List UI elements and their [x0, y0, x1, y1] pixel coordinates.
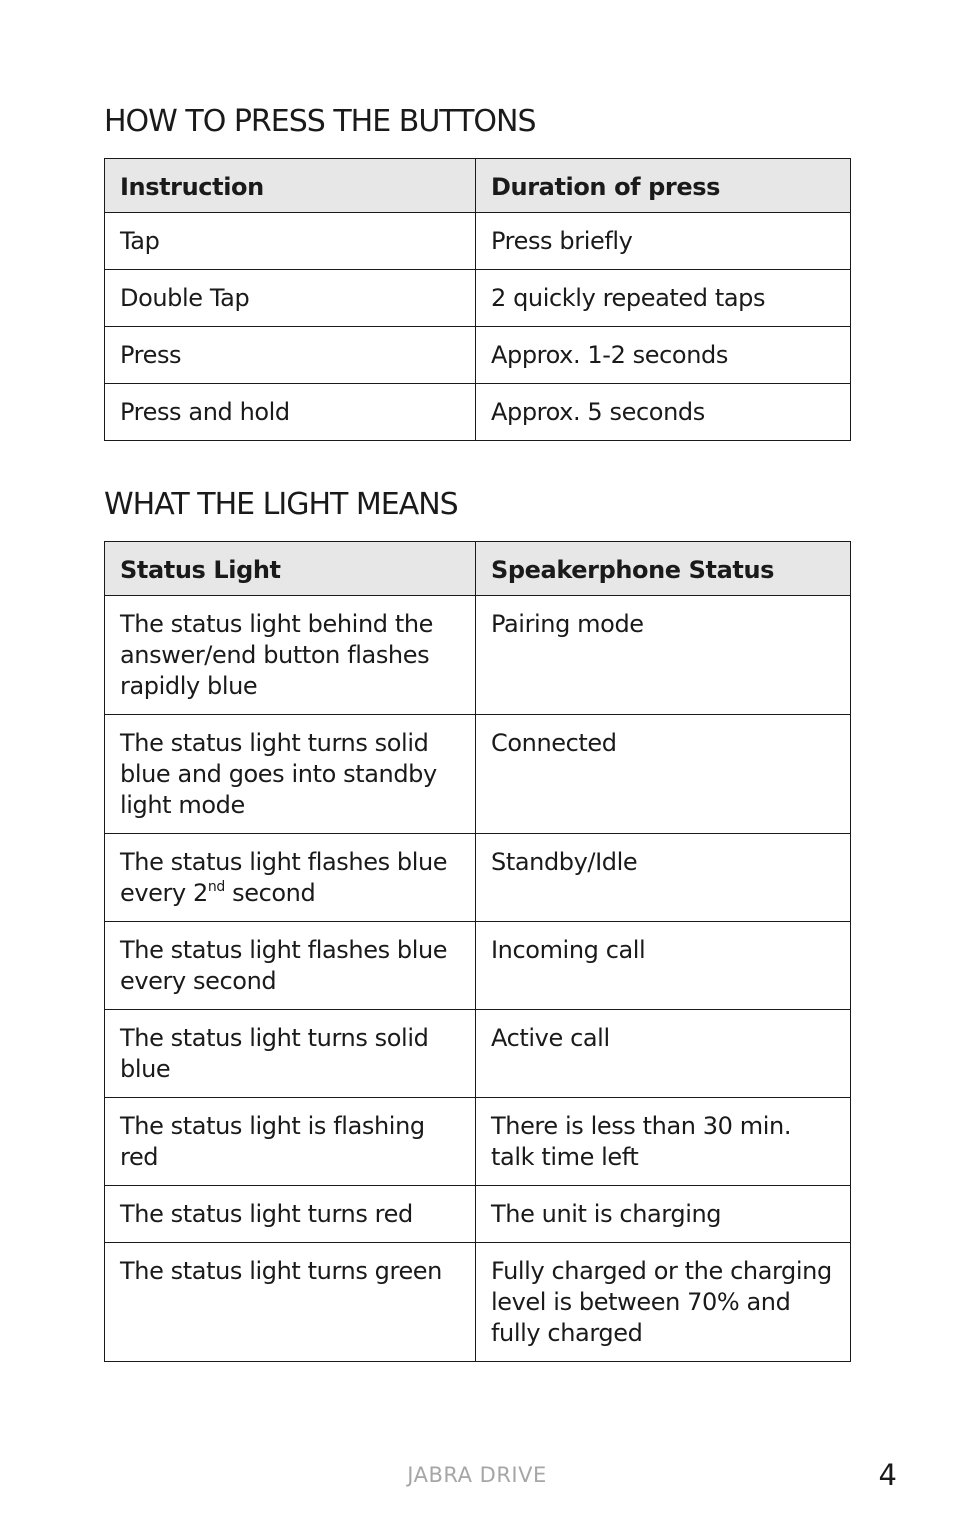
table-row	[105, 1010, 851, 1098]
status-light-cell: The status light turns solid blue	[105, 1010, 476, 1098]
table-row	[105, 596, 851, 715]
table-row	[105, 327, 851, 384]
table-row	[105, 922, 851, 1010]
footer-brand: JABRA DRIVE	[407, 1463, 547, 1487]
button-press-table	[104, 158, 851, 441]
status-light-table	[104, 541, 851, 1362]
status-light-cell: The status light flashes blue every second	[105, 922, 476, 1010]
column-header-duration: Duration of press	[476, 159, 851, 213]
speakerphone-status-cell: Fully charged or the charging level is between 70% and fully charged	[476, 1243, 851, 1362]
status-light-cell: The status light behind the answer/end button flashes rapidly blue	[105, 596, 476, 715]
status-light-cell	[105, 834, 476, 922]
speakerphone-status-cell: There is less than 30 min. talk time left	[476, 1098, 851, 1186]
table-header-row	[105, 159, 851, 213]
ordinal-suffix: nd	[207, 879, 225, 895]
table-row	[105, 270, 851, 327]
table-row	[105, 213, 851, 270]
speakerphone-status-cell: Active call	[476, 1010, 851, 1098]
duration-cell: Approx. 1-2 seconds	[476, 327, 851, 384]
duration-cell: Approx. 5 seconds	[476, 384, 851, 441]
light-section-title: WHAT THE LIGHT MEANS	[104, 487, 458, 522]
instruction-cell: Press and hold	[105, 384, 476, 441]
status-light-cell: The status light turns solid blue and goes into standby light mode	[105, 715, 476, 834]
page-number: 4	[878, 1458, 897, 1492]
table-row	[105, 1243, 851, 1362]
status-light-cell: The status light turns green	[105, 1243, 476, 1362]
speakerphone-status-cell: Standby/Idle	[476, 834, 851, 922]
speakerphone-status-cell: Connected	[476, 715, 851, 834]
status-light-cell: The status light is flashing red	[105, 1098, 476, 1186]
speakerphone-status-cell: The unit is charging	[476, 1186, 851, 1243]
table-row	[105, 1098, 851, 1186]
table-row	[105, 384, 851, 441]
status-light-cell: The status light turns red	[105, 1186, 476, 1243]
table-row	[105, 834, 851, 922]
instruction-cell: Double Tap	[105, 270, 476, 327]
instruction-cell: Press	[105, 327, 476, 384]
duration-cell: Press briefly	[476, 213, 851, 270]
column-header-speakerphone-status: Speakerphone Status	[476, 542, 851, 596]
instruction-cell: Tap	[105, 213, 476, 270]
table-row	[105, 715, 851, 834]
buttons-section-title: HOW TO PRESS THE BUTTONS	[104, 104, 536, 139]
status-light-text: second	[224, 879, 316, 907]
table-header-row	[105, 542, 851, 596]
column-header-status-light: Status Light	[105, 542, 476, 596]
status-light-text: The status light flashes blue every 2	[120, 848, 448, 907]
speakerphone-status-cell: Incoming call	[476, 922, 851, 1010]
column-header-instruction: Instruction	[105, 159, 476, 213]
duration-cell: 2 quickly repeated taps	[476, 270, 851, 327]
table-row	[105, 1186, 851, 1243]
speakerphone-status-cell: Pairing mode	[476, 596, 851, 715]
